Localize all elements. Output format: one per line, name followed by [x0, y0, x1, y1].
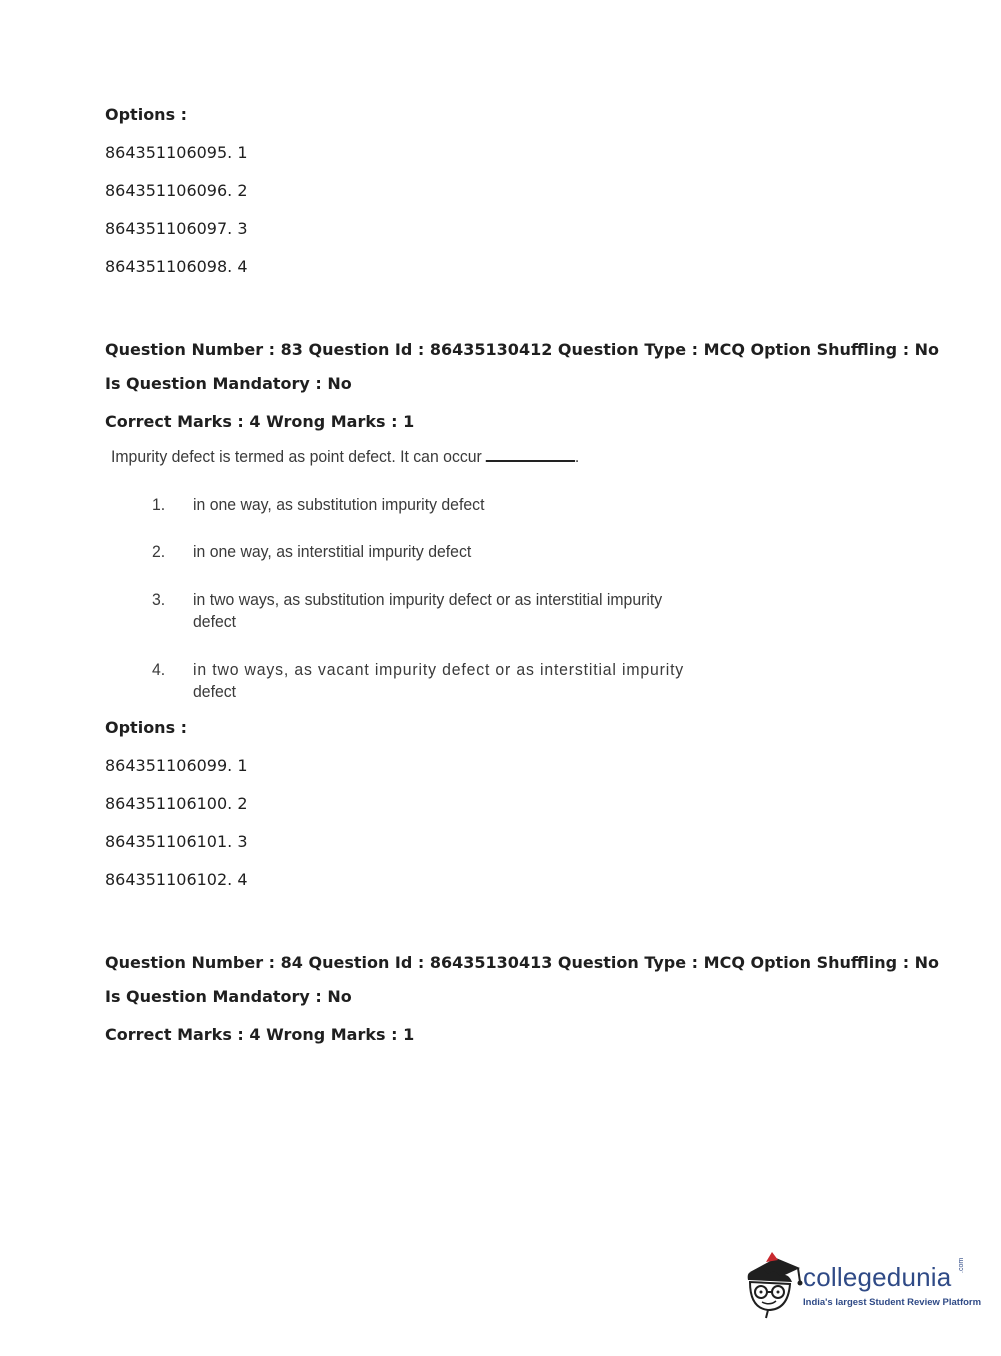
- question-marks: Correct Marks : 4 Wrong Marks : 1: [105, 412, 415, 431]
- choice-text: in two ways, as vacant impurity defect or as interstitial impurity: [193, 660, 685, 679]
- option-id-row: 864351106101. 3: [105, 832, 248, 851]
- options-label: Options :: [105, 718, 188, 737]
- choice-number: 4.: [152, 660, 166, 679]
- option-id-row: 864351106100. 2: [105, 794, 248, 813]
- brand-tagline: India's largest Student Review Platform: [803, 1297, 982, 1308]
- brand-wordmark: collegedunia: [803, 1262, 952, 1292]
- choice-number: 2.: [152, 542, 166, 561]
- option-id-row: 864351106102. 4: [105, 870, 248, 889]
- question-mandatory: Is Question Mandatory : No: [105, 987, 352, 1006]
- choice-number: 3.: [152, 590, 166, 609]
- brand-domain: .com: [958, 1257, 965, 1273]
- question-stem: [111, 446, 579, 468]
- choice-text-continued: defect: [193, 612, 237, 631]
- choice-text: in one way, as interstitial impurity defect: [193, 542, 472, 561]
- answer-blank: [486, 446, 575, 462]
- choice-text-continued: defect: [193, 682, 237, 701]
- question-header: Question Number : 83 Question Id : 86435130412 Question Type : MCQ Option Shuffling : No: [105, 340, 940, 359]
- choice-text: in one way, as substitution impurity defect: [193, 495, 485, 514]
- question-stem-end: .: [574, 447, 580, 466]
- option-id-row: 864351106099. 1: [105, 756, 248, 775]
- choice-number: 1.: [152, 495, 166, 514]
- option-id-row: 864351106095. 1: [105, 143, 248, 162]
- options-label: Options :: [105, 105, 188, 124]
- question-header: Question Number : 84 Question Id : 86435130413 Question Type : MCQ Option Shuffling : No: [105, 953, 940, 972]
- question-marks: Correct Marks : 4 Wrong Marks : 1: [105, 1025, 415, 1044]
- choice-text: in two ways, as substitution impurity defect or as interstitial impurity: [193, 590, 663, 609]
- question-stem-text: Impurity defect is termed as point defect. It can occur: [111, 447, 482, 466]
- option-id-row: 864351106098. 4: [105, 257, 248, 276]
- question-mandatory: Is Question Mandatory : No: [105, 374, 352, 393]
- option-id-row: 864351106096. 2: [105, 181, 248, 200]
- option-id-row: 864351106097. 3: [105, 219, 248, 238]
